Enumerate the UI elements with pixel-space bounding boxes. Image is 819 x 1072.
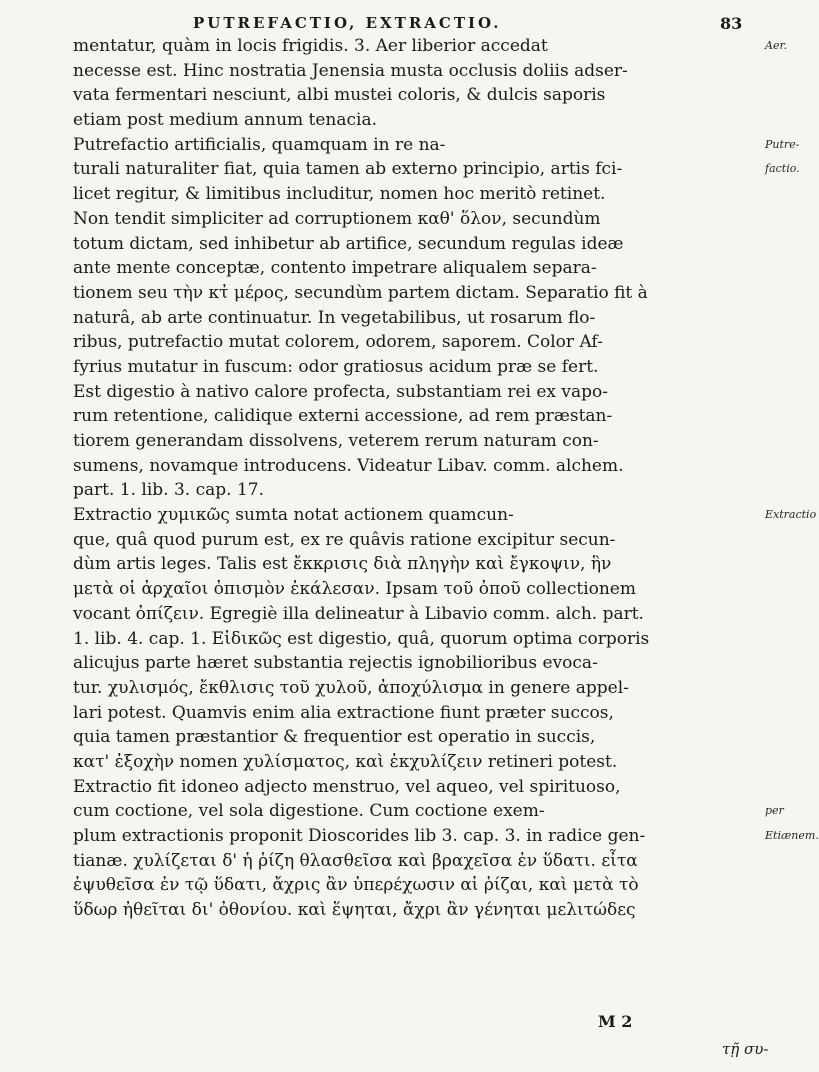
text-line <box>73 330 763 355</box>
margin-note: Aer. <box>765 39 787 52</box>
line-text: tianæ. χυλίζεται δ' ἡ ῥίζη θλασθεῖσα καὶ βραχεῖσα ἐν ὕδατι. εἶτα <box>73 850 638 871</box>
line-text: 1. lib. 4. cap. 1. Εἰδικῶς est digestio, quâ, quorum optima corporis <box>73 628 650 649</box>
line-text: part. 1. lib. 3. cap. 17. <box>73 480 264 501</box>
text-line <box>73 824 819 849</box>
line-text: plum extractionis proponit Dioscorides lib 3. cap. 3. in radice gen- <box>73 826 646 846</box>
text-line <box>73 380 763 405</box>
margin-note: per <box>765 804 784 818</box>
text-line <box>73 503 817 528</box>
line-text: cum coctione, vel sola digestione. Cum coctione exem- <box>73 801 545 822</box>
text-line <box>73 281 763 306</box>
line-text: naturâ, ab arte continuatur. In vegetabilibus, ut rosarum flo- <box>73 307 596 328</box>
text-line <box>73 34 787 59</box>
text-line <box>73 577 763 602</box>
line-text: tiorem generandam dissolvens, veterem rerum naturam con- <box>73 431 599 451</box>
text-line <box>73 651 763 676</box>
text-line <box>73 725 763 750</box>
line-text: sumens, novamque introducens. Videatur Libav. comm. alchem. <box>73 455 624 476</box>
line-text: Extractio fit idoneo adjecto menstruo, vel aqueo, vel spirituoso, <box>73 776 621 797</box>
line-text: Extractio χυμικῶς sumta notat actionem quamcun- <box>73 505 514 526</box>
running-head: PUTREFACTIO, EXTRACTIO. <box>193 14 502 32</box>
text-line <box>73 676 763 701</box>
text-line <box>73 157 800 182</box>
margin-note: Putre- <box>765 137 800 151</box>
line-text: ἑψυθεῖσα ἐν τῷ ὕδατι, ἄχρις ἂν ὑπερέχωσιν αἱ ῥίζαι, καὶ μετὰ τὸ <box>73 875 639 896</box>
line-text: vocant ὀπίζειν. Egregiè illa delineatur à Libavio comm. alch. part. <box>73 603 644 624</box>
line-text: que, quâ quod purum est, ex re quâvis ratione excipitur secun- <box>73 529 616 550</box>
page-number: 83 <box>720 14 743 33</box>
text-line <box>73 528 763 553</box>
text-line <box>73 355 763 380</box>
signature-mark: M 2 <box>598 1012 633 1031</box>
line-text: vata fermentari nesciunt, albi mustei coloris, & dulcis saporis <box>73 85 606 106</box>
book-page <box>18 0 819 1072</box>
line-text: rum retentione, calidique externi accessione, ad rem præstan- <box>73 406 613 427</box>
text-line <box>73 478 763 503</box>
margin-note: Extractio <box>765 508 817 522</box>
text-line <box>73 429 763 454</box>
line-text: ribus, putrefactio mutat colorem, odorem, saporem. Color Af- <box>73 332 603 353</box>
text-line <box>73 873 763 898</box>
text-line <box>73 108 763 133</box>
text-line <box>73 799 784 824</box>
line-text: μετὰ οἱ ἀρχαῖοι ὀπισμὸν ἐκάλεσαν. Ipsam τοῦ ὀποῦ collectionem <box>73 579 636 600</box>
line-text: dùm artis leges. Talis est ἔκκρισις διὰ πληγὴν καὶ ἔγκοψιν, ἣν <box>73 554 612 575</box>
line-text: necesse est. Hinc nostratia Jenensia musta occlusis doliis adser- <box>73 60 628 81</box>
line-text: alicujus parte hæret substantia rejectis ignobilioribus evoca- <box>73 653 598 674</box>
line-text: mentatur, quàm in locis frigidis. 3. Aer liberior accedat <box>73 36 548 56</box>
line-text: Non tendit simpliciter ad corruptionem καθ' ὅλον, secundùm <box>73 208 601 229</box>
text-line <box>73 552 763 577</box>
line-text: Est digestio à nativo calore profecta, substantiam rei ex vapo- <box>73 381 609 402</box>
text-line <box>73 602 763 627</box>
text-line <box>73 306 763 331</box>
text-line <box>73 404 763 429</box>
line-text: licet regitur, & limitibus includitur, nomen hoc meritò retinet. <box>73 184 606 205</box>
text-line <box>73 83 763 108</box>
text-line <box>73 849 763 874</box>
line-text: fyrius mutatur in fuscum: odor gratiosus acidum præ se fert. <box>73 356 599 377</box>
body-text <box>73 34 819 923</box>
text-line <box>73 256 763 281</box>
line-text: Putrefactio artificialis, quamquam in re na- <box>73 134 446 155</box>
text-line <box>73 454 763 479</box>
line-text: quia tamen præstantior & frequentior est operatio in succis, <box>73 727 596 748</box>
catchword: τῇ συ- <box>722 1040 769 1058</box>
margin-note: factio. <box>765 162 800 176</box>
line-text: etiam post medium annum tenacia. <box>73 110 378 131</box>
text-line <box>73 701 763 726</box>
line-text: ante mente conceptæ, contento impetrare aliqualem separa- <box>73 258 597 279</box>
text-line <box>73 232 763 257</box>
text-line <box>73 898 763 923</box>
text-line <box>73 133 800 158</box>
line-text: totum dictam, sed inhibetur ab artifice, secundum regulas ideæ <box>73 233 624 254</box>
text-line <box>73 627 763 652</box>
margin-note: Etiænem. <box>765 829 819 842</box>
line-text: κατ' ἐξοχὴν nomen χυλίσματος, καὶ ἐκχυλίζειν retineri potest. <box>73 751 618 772</box>
text-line <box>73 207 763 232</box>
line-text: tionem seu τὴν κτ̓ μέρος, secundùm partem dictam. Separatio fit à <box>73 282 648 303</box>
line-text: turali naturaliter fiat, quia tamen ab externo principio, artis fci- <box>73 159 623 180</box>
text-line <box>73 182 763 207</box>
line-text: tur. χυλισμός, ἔκθλισις τοῦ χυλοῦ, ἀποχύλισμα in genere appel- <box>73 677 629 698</box>
line-text: lari potest. Quamvis enim alia extractione fiunt præter succos, <box>73 702 614 723</box>
text-line <box>73 59 763 84</box>
line-text: ὕδωρ ἠθεῖται δι' ὀθονίου. καὶ ἕψηται, ἄχρι ἂν γένηται μελιτώδες <box>73 900 636 921</box>
text-line <box>73 775 763 800</box>
text-line <box>73 750 763 775</box>
